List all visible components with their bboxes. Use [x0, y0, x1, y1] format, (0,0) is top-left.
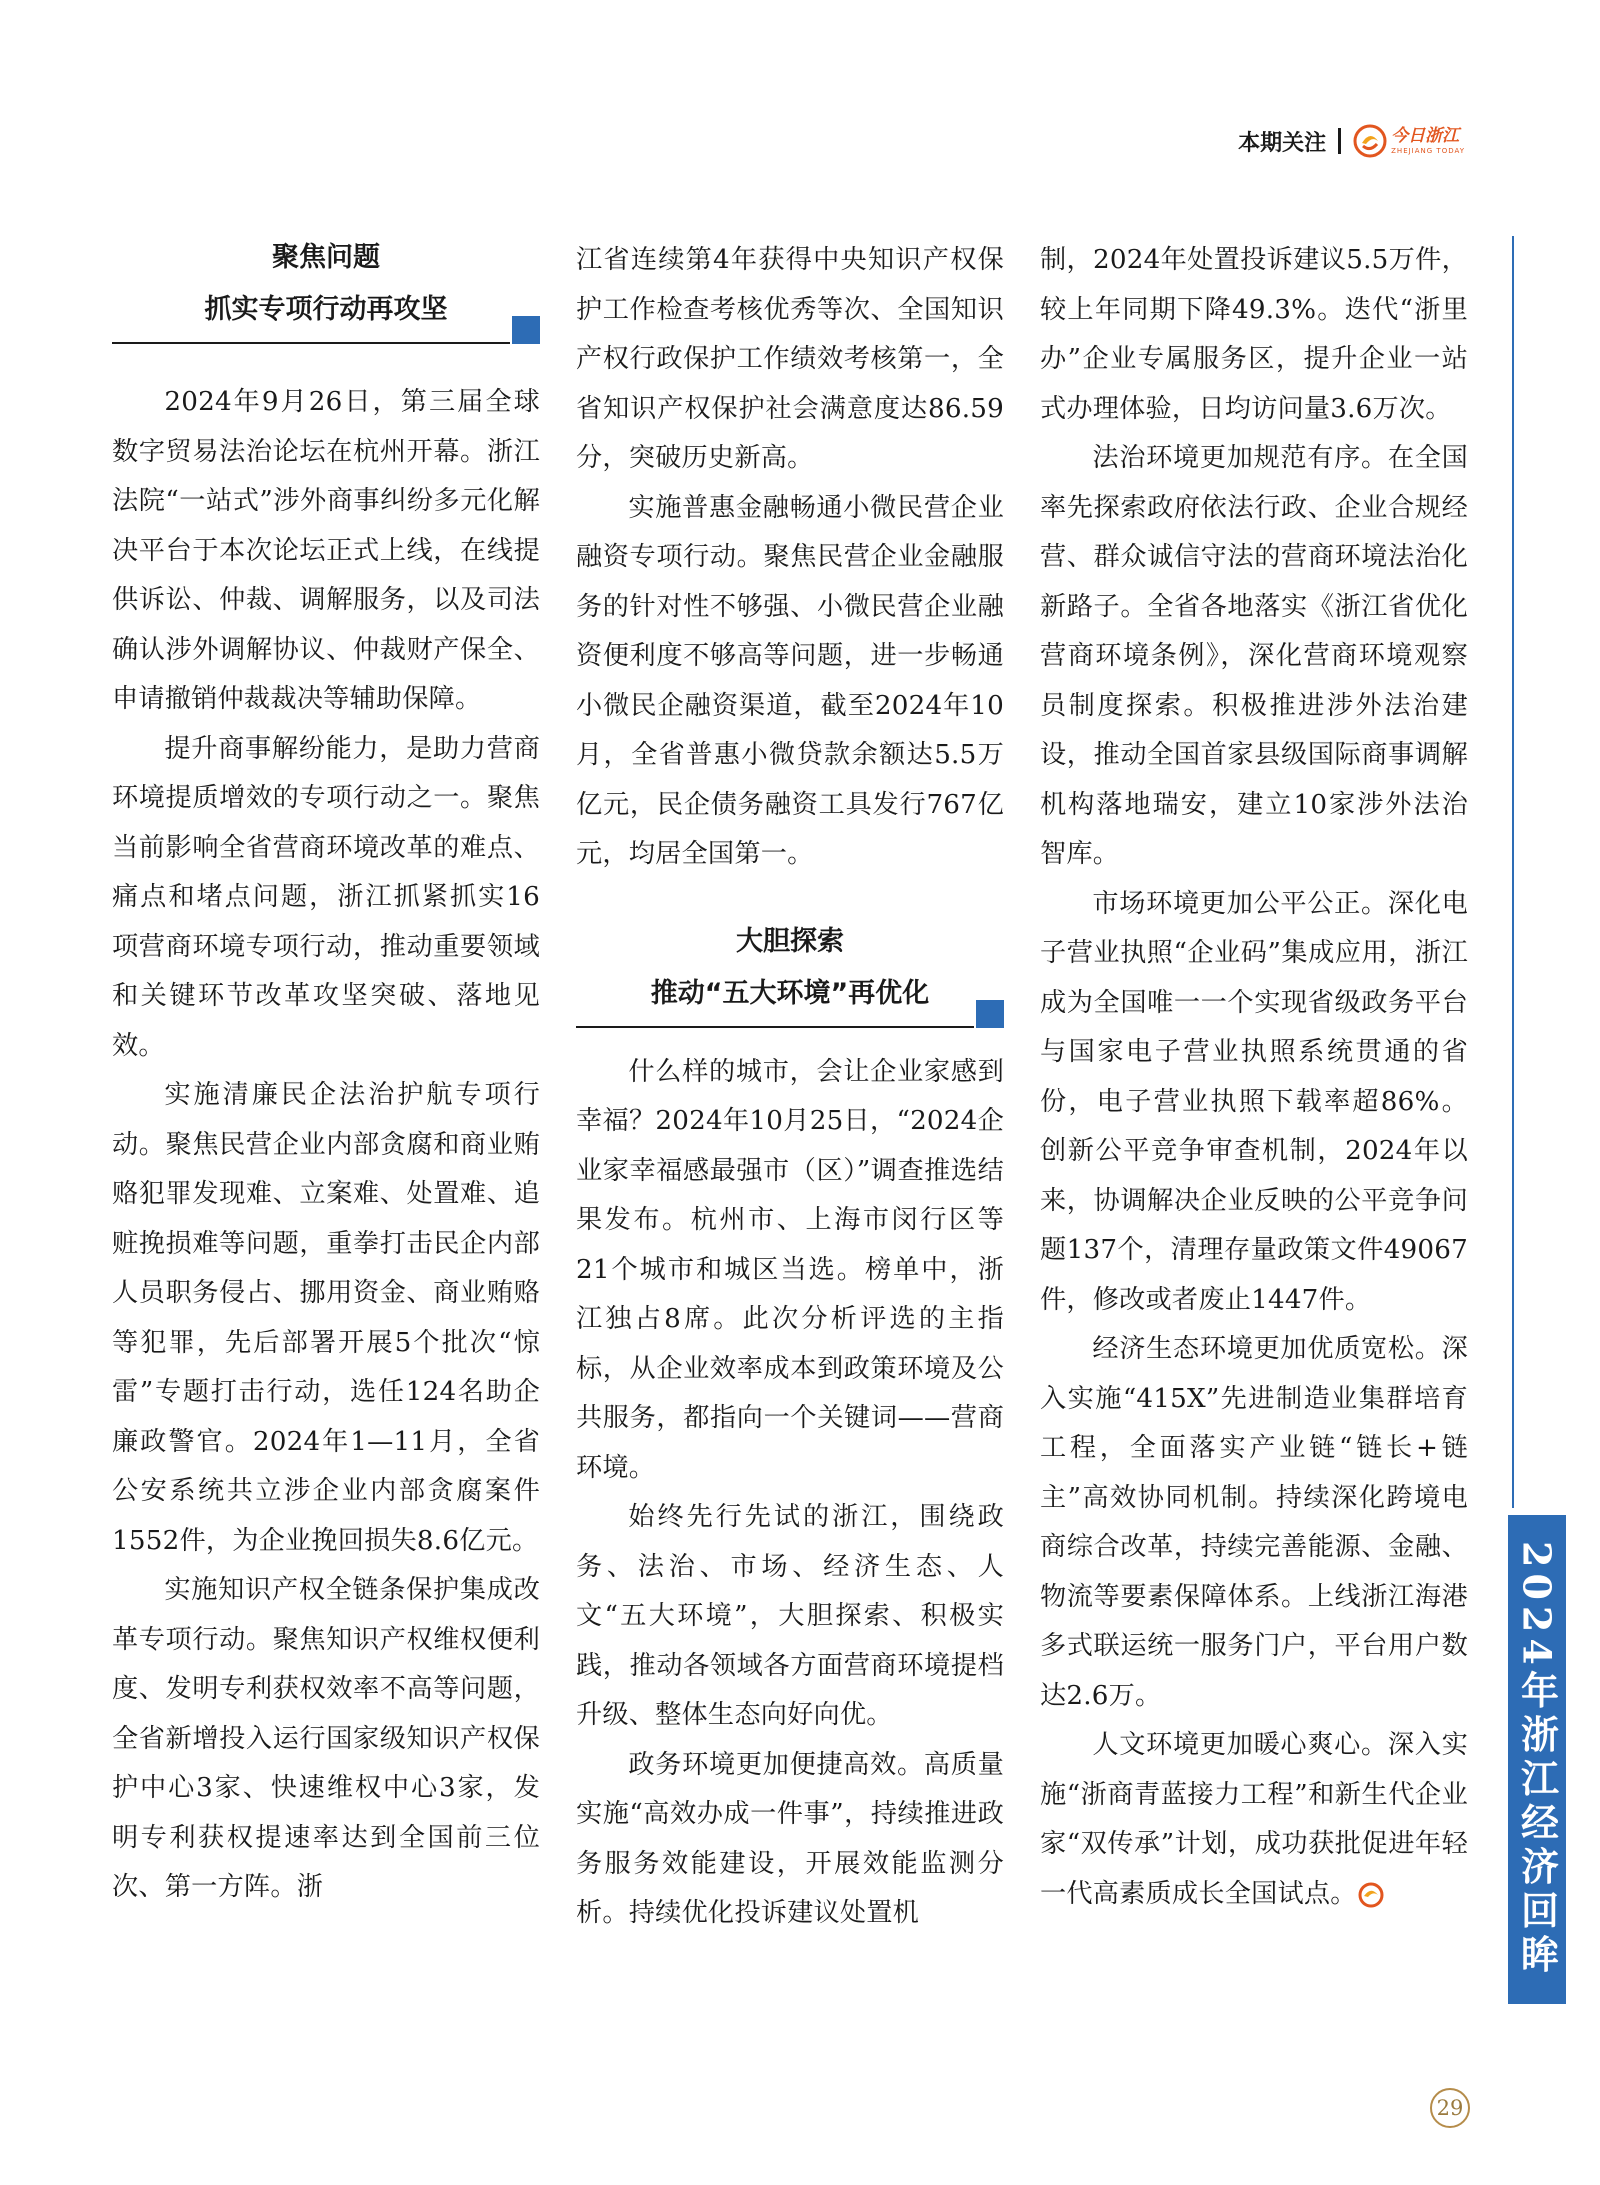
magazine-logo	[1353, 124, 1465, 158]
paragraph: 政务环境更加便捷高效。高质量实施“高效办成一件事”，持续推进政务服务效能建设，开展效能监测分析。持续优化投诉建议处置机	[576, 1749, 1004, 1928]
heading-line-2: 抓实专项行动再攻坚	[204, 294, 448, 325]
heading-underline	[576, 1026, 974, 1028]
end-mark-icon	[1357, 1881, 1385, 1909]
paragraph: 法治环境更加规范有序。在全国率先探索政府依法行政、企业合规经营、群众诚信守法的营商环境法治化新路子。全省各地落实《浙江省优化营商环境条例》，深化营商环境观察员制度探索。积极推进涉外法治建设，推动全国首家县级国际商事调解机构落地瑞安，建立10家涉外法治智库。	[1040, 443, 1468, 869]
heading-line-1: 大胆探索	[736, 925, 844, 957]
paragraph: 什么样的城市，会让企业家感到幸福？2024年10月25日，“2024企业家幸福感最强市（区）”调查推选结果发布。杭州市、上海市闵行区等21个城市和城区当选。榜单中，浙江独占8席。此次分析评选的主指标，从企业效率成本到政策环境及公共服务，都指向一个关键词——营商环境。	[576, 1056, 1004, 1483]
paragraph: 市场环境更加公平公正。深化电子营业执照“企业码”集成应用，浙江成为全国唯一一个实现省级政务平台与国家电子营业执照系统贯通的省份，电子营业执照下载率超86%。创新公平竞争审查机制，2024年以来，协调解决企业反映的公平竞争问题137个，清理存量政策文件49067件，修改或者废止1447件。	[1040, 888, 1468, 1315]
side-rule	[1512, 236, 1514, 1508]
logo-text-cn: 今日浙江	[1391, 125, 1460, 146]
page-number: 29	[1430, 2088, 1470, 2128]
section-heading-2	[576, 916, 1004, 1028]
section-heading-1	[112, 232, 540, 344]
paragraph: 始终先行先试的浙江，围绕政务、法治、市场、经济生态、人文“五大环境”，大胆探索、积极实践，推动各领域各方面营商环境提档升级、整体生态向好向优。	[576, 1502, 1004, 1730]
heading-line-1: 聚焦问题	[272, 242, 380, 273]
heading-line-2: 推动“五大环境”再优化	[650, 977, 930, 1009]
paragraph: 实施普惠金融畅通小微民营企业融资专项行动。聚焦民营企业金融服务的针对性不够强、小微民营企业融资便利度不够高等问题，进一步畅通小微民企融资渠道，截至2024年10月，全省普惠小微贷款余额达5.5万亿元，民企债务融资工具发行767亿元，均居全国第一。	[576, 492, 1004, 869]
section-label: 本期关注	[1238, 130, 1327, 156]
logo-text-en: ZHEJIANG TODAY	[1391, 146, 1465, 155]
paragraph: 实施清廉民企法治护航专项行动。聚焦民营企业内部贪腐和商业贿赂犯罪发现难、立案难、处置难、追赃挽损难等问题，重拳打击民企内部人员职务侵占、挪用资金、商业贿赂等犯罪，先后部署开展5个批次“惊雷”专题打击行动，选任124名助企廉政警官。2024年1—11月，全省公安系统共立涉企业内部贪腐案件1552件，为企业挽回损失8.6亿元。	[112, 1080, 540, 1556]
page-header	[1238, 124, 1465, 158]
side-tab-label: 2024年浙江经济回眸	[1514, 1540, 1560, 1979]
paragraph: 制，2024年处置投诉建议5.5万件，较上年同期下降49.3%。迭代“浙里办”企业专属服务区，提升企业一站式办理体验，日均访问量3.6万次。	[1040, 245, 1468, 424]
paragraph: 经济生态环境更加优质宽松。深入实施“415X”先进制造业集群培育工程，全面落实产业链“链长+链主”高效协同机制。持续深化跨境电商综合改革，持续完善能源、金融、物流等要素保障体系。上线浙江海港多式联运统一服务门户，平台用户数达2.6万。	[1040, 1334, 1468, 1711]
heading-underline	[112, 342, 510, 344]
paragraph	[1040, 1721, 1468, 1919]
column-3	[1040, 236, 1468, 1919]
side-tab	[1508, 1515, 1566, 2004]
column-1	[112, 232, 540, 1913]
paragraph: 实施知识产权全链条保护集成改革专项行动。聚焦知识产权维权便利度、发明专利获权效率不高等问题，全省新增投入运行国家级知识产权保护中心3家、快速维权中心3家，发明专利获权提速率达到全国前三位次、第一方阵。浙	[112, 1575, 540, 1902]
column-2	[576, 236, 1004, 1939]
paragraph: 江省连续第4年获得中央知识产权保护工作检查考核优秀等次、全国知识产权行政保护工作绩效考核第一，全省知识产权保护社会满意度达86.59分，突破历史新高。	[576, 245, 1004, 473]
logo-swirl-icon	[1353, 124, 1387, 158]
heading-accent-block	[512, 316, 540, 344]
paragraph: 提升商事解纷能力，是助力营商环境提质增效的专项行动之一。聚焦当前影响全省营商环境改革的难点、痛点和堵点问题，浙江抓紧抓实16项营商环境专项行动，推动重要领域和关键环节改革攻坚突破、落地见效。	[112, 733, 540, 1061]
paragraph-text: 人文环境更加暖心爽心。深入实施“浙商青蓝接力工程”和新生代企业家“双传承”计划，成功获批促进年轻一代高素质成长全国试点。	[1040, 1730, 1468, 1909]
header-divider	[1338, 128, 1341, 154]
paragraph: 2024年9月26日，第三届全球数字贸易法治论坛在杭州开幕。浙江法院“一站式”涉外商事纠纷多元化解决平台于本次论坛正式上线，在线提供诉讼、仲裁、调解服务，以及司法确认涉外调解协议、仲裁财产保全、申请撤销仲裁裁决等辅助保障。	[112, 387, 540, 714]
heading-accent-block	[976, 1000, 1004, 1028]
